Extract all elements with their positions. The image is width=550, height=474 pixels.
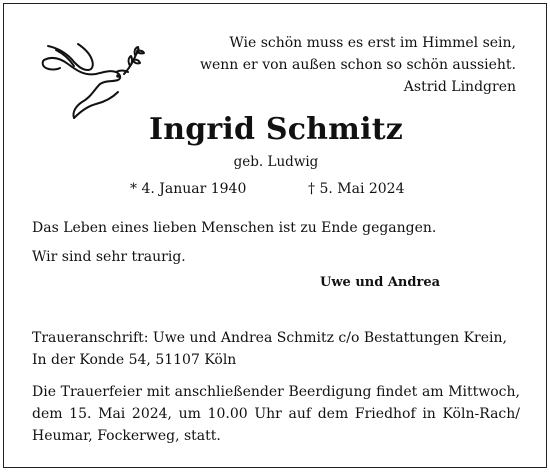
quote-line-2: wenn er von außen schon so schön aussieht. (200, 57, 516, 73)
quote-line-1: Wie schön muss es erst im Himmel sein, (229, 35, 516, 51)
funeral-notice: Die Trauerfeier mit anschließender Beerdigung findet am Mittwoch, dem 15. Mai 2024, um 10.00 Uhr auf dem Friedhof in Köln-Rach/ Heumar, Fockerweg, statt. (32, 384, 520, 444)
address-line-2: In der Konde 54, 51107 Köln (32, 352, 237, 368)
mourning-address (32, 327, 507, 371)
maiden-name: geb. Ludwig (233, 154, 319, 170)
signers: Uwe und Andrea (320, 275, 441, 290)
message-line-1: Das Leben eines lieben Menschen ist zu Ende gegangen. (32, 220, 437, 236)
birth-date: * 4. Januar 1940 (130, 181, 247, 197)
message-line-2: Wir sind sehr traurig. (32, 249, 186, 265)
address-line-1: Traueranschrift: Uwe und Andrea Schmitz c/o Bestattungen Krein, (32, 330, 507, 346)
death-date: † 5. Mai 2024 (308, 181, 405, 197)
quote-author: Astrid Lindgren (403, 79, 516, 95)
obituary-card (3, 3, 547, 468)
deceased-name: Ingrid Schmitz (148, 112, 404, 147)
dove-icon (38, 40, 148, 120)
quote-block (196, 32, 516, 98)
